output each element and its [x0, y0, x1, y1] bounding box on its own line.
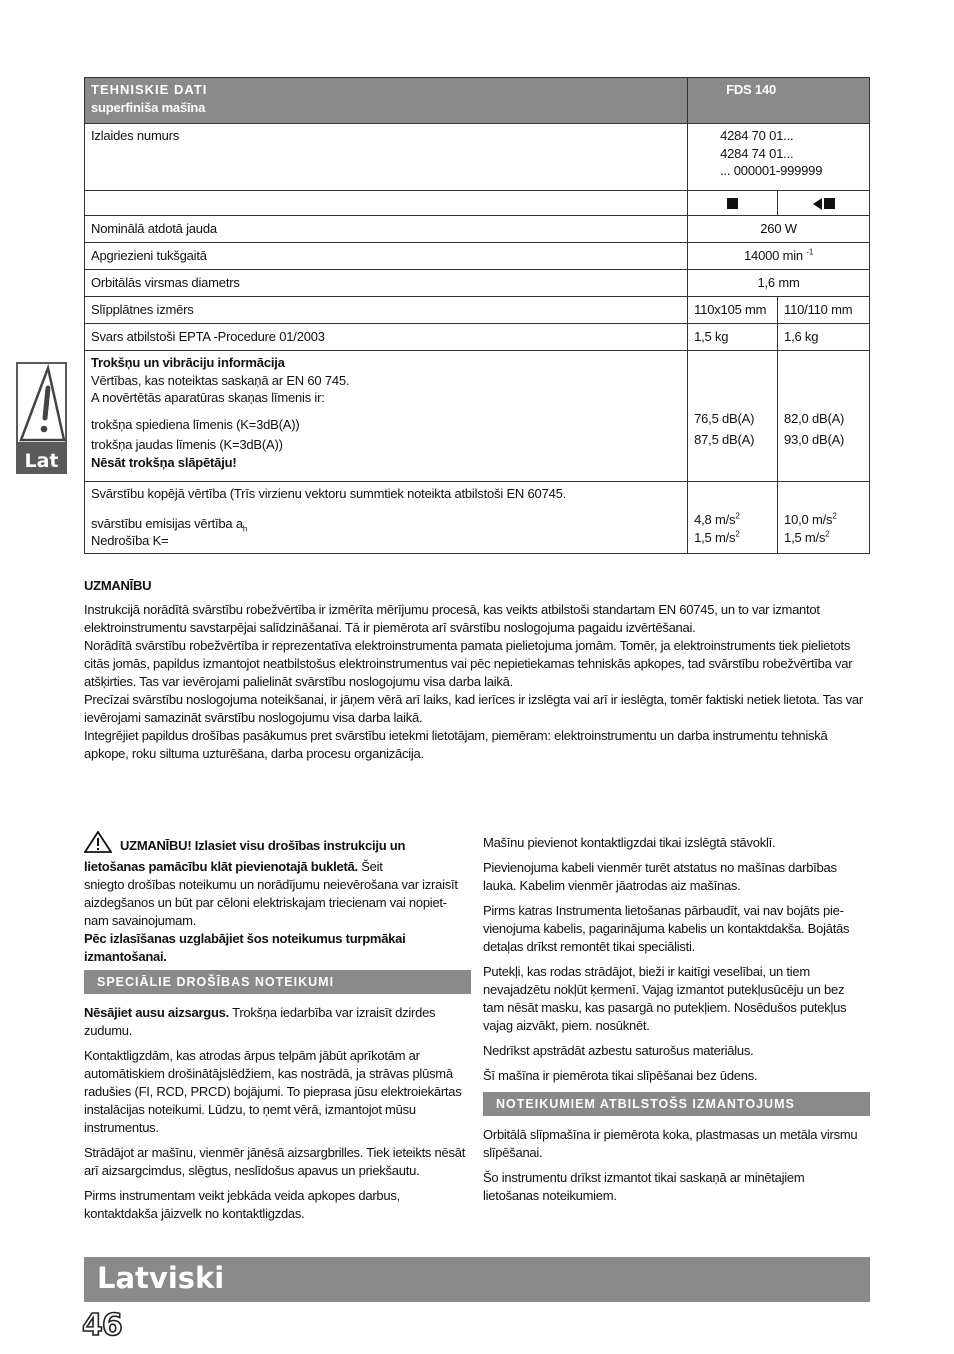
table-header-title-cell	[85, 78, 688, 124]
attention-section	[84, 577, 870, 763]
empty-cell	[85, 191, 688, 216]
paragraph-line: Šī mašīna ir piemērota tikai slīpēšanai bez ūdens.	[483, 1068, 758, 1083]
noise-values-2	[778, 351, 870, 482]
vibration-emission-value: 4,8 m/s	[694, 512, 736, 527]
weight-value-2: 1,6 kg	[778, 324, 870, 351]
triangle-left-icon	[813, 198, 822, 210]
paragraph-line: lauka. Kabelim vienmēr jāatrodas aiz mašīnas.	[483, 878, 741, 893]
page-number: 46	[82, 1308, 122, 1343]
weight-label: Svars atbilstoši EPTA -Procedure 01/2003	[85, 324, 688, 351]
paragraph-line: Pievienojuma kabeli vienmēr turēt atstatus no mašīnas darbības	[483, 860, 837, 875]
vibration-emission-value: 10,0 m/s	[784, 512, 833, 527]
safety-warning-paragraph	[84, 831, 471, 966]
attention-line: elektroinstrumentu savstarpējai salīdzināšanai. Tā ir piemērota arī svārstību noslogojuma pagaidu izvērtēšanai.	[84, 620, 696, 635]
vibration-emission-value-row	[694, 511, 771, 529]
warning-text: aizdegšanos un būt par cēloni elektriskajam triecienam vai nopiet-	[84, 895, 447, 910]
noise-power-value: 87,5 dB(A)	[694, 431, 755, 447]
warning-bold-text: lietošanas pamācību klāt pievienotajā bukletā.	[84, 859, 358, 874]
paragraph-line: instrumentus.	[84, 1120, 159, 1135]
ear-protection-bold: Nēsājiet ausu aizsargus.	[84, 1005, 230, 1020]
release-value: 4284 70 01...	[720, 128, 794, 143]
vibration-title: Svārstību kopējā vērtība (Trīs virzienu vektoru summtiek noteikta atbilstoši EN 60745.	[91, 486, 567, 501]
paragraph-line: lietošanas noteikumiem.	[483, 1188, 617, 1203]
table-row	[85, 270, 870, 297]
language-title: Latviski	[97, 1261, 225, 1295]
weight-value-1: 1,5 kg	[688, 324, 778, 351]
table-row	[85, 216, 870, 243]
table-row	[85, 191, 870, 216]
usage-rules-paragraph	[483, 1169, 870, 1205]
connect-paragraph	[483, 834, 870, 852]
noise-pressure-label: trokšņa spiediena līmenis (K=3dB(A))	[91, 416, 300, 432]
model-name: FDS 140	[688, 78, 870, 124]
noise-pressure-value: 82,0 dB(A)	[784, 411, 845, 426]
vibration-values-2	[778, 482, 870, 554]
attention-line: citās jomās, papildus izmantojot neatbilstošus elektroinstrumentus vai pēc nepietiekamas tehniskās apkopes, tad svārstību robežvērtība var	[84, 656, 853, 671]
paragraph-line: arī aizsargcimdus, slēgtus, neslīdošus apavus un priekšautu.	[84, 1163, 420, 1178]
paragraph-line: Mašīnu pievienot kontaktligzdai tikai izslēgtā stāvoklī.	[483, 835, 776, 850]
noise-title: Trokšņu un vibrāciju informācija	[91, 355, 285, 370]
vibration-uncertainty-value: 1,5 m/s	[784, 529, 826, 545]
unit-exponent: 2	[735, 529, 740, 539]
noise-power-value: 93,0 dB(A)	[784, 431, 845, 447]
paragraph-line: kontaktdakša jāizvelk no kontaktligzdas.	[84, 1206, 305, 1221]
noise-line: Vērtības, kas noteiktas saskaņā ar EN 60 745.	[91, 372, 350, 388]
language-tab-label: Lat	[24, 450, 59, 472]
ear-protection-text: Trokšņa iedarbība var izraisīt dzirdes	[229, 1005, 436, 1020]
warning-text: nam savainojumam.	[84, 913, 197, 928]
orbit-label: Orbitālās virsmas diametrs	[85, 270, 688, 297]
section-heading-intended-use: NOTEIKUMIEM ATBILSTOŠS IZMANTOJUMS	[483, 1092, 870, 1116]
attention-line: Integrējiet papildus drošības pasākumus pret svārstību ietekmi lietotājam, piemēram: elektroinstrumentu un darba instrumentu tehniskā	[84, 728, 828, 743]
vibration-emission-value-row	[784, 511, 863, 529]
keep-instructions-text: izmantošanai.	[84, 949, 167, 964]
paragraph-line: tam nēsāt masku, kas pasargā no putekļiem. Nosēdušos putekļus	[483, 1000, 847, 1015]
noise-power-label: trokšņa jaudas līmenis (K=3dB(A))	[91, 437, 283, 453]
unit-exponent: 2	[735, 511, 740, 521]
release-value: 4284 74 01...	[720, 145, 794, 161]
noise-values-1	[688, 351, 778, 482]
paragraph-line: Pirms katras Instrumenta lietošanas pārbaudīt, vai nav bojāts pie-	[483, 903, 844, 918]
table-title: TEHNISKIE DATI	[91, 82, 208, 97]
attention-line: apkope, roku siltuma uzturēšana, darba procesu organizācija.	[84, 746, 424, 761]
paragraph-line: radušies (FI, RCD, PRCD) bojājumi. To pieprasa jūsu elektroiekārtas	[84, 1084, 462, 1099]
goggles-paragraph	[84, 1144, 471, 1180]
paragraph-line: nevajadzētu nokļūt ķermenī. Vajag izmantot putekļusūcēju un bez	[483, 982, 845, 997]
warning-text: Šeit	[357, 859, 383, 874]
vibration-uncertainty-value: 1,5 m/s	[694, 529, 736, 545]
warning-exclamation-icon	[18, 364, 65, 442]
paragraph-line: slīpēšanai.	[483, 1145, 543, 1160]
paragraph-line: Šo instrumentu drīkst izmantot tikai saskaņā ar minētajiem	[483, 1170, 805, 1185]
warning-text: sniegto drošības noteikumu un norādījumu neievērošana var izraisīt	[84, 877, 458, 892]
speed-value: 14000 min	[744, 248, 803, 264]
maintenance-paragraph	[84, 1187, 471, 1223]
dust-paragraph	[483, 963, 870, 1035]
speed-exponent: -1	[806, 247, 814, 257]
attention-line: ievērojami samazināt svārstību noslogojumu visa darba laikā.	[84, 710, 423, 725]
paragraph-line: Pirms instrumentam veikt jebkāda veida apkopes darbus,	[84, 1188, 400, 1203]
noise-info-cell	[85, 351, 688, 482]
release-label: Izlaides numurs	[85, 124, 688, 191]
warning-triangle-icon	[84, 831, 112, 858]
attention-line: Instrukcijā norādītā svārstību robežvērtība ir izmērīta mērījumu procesā, kas veikts atbilstoši standartam EN 60745, un to var izmantot	[84, 602, 820, 617]
language-footer-band	[84, 1257, 870, 1302]
paragraph-line: Kontaktligzdām, kas atrodas ārpus telpām jābūt aprīkotām ar	[84, 1048, 420, 1063]
paragraph-line: vienojuma kabelis, pagarinājuma kabelis un kontaktdakša. Bojātās	[483, 921, 850, 936]
attention-line: Precīzai svārstību noslogojuma noteikšanai, ir jāņem vērā arī laiks, kad ierīces ir izslēgta vai arī ir ieslēgta, tomēr faktiski netiek lietota. Tas var	[84, 692, 863, 707]
release-value: ... 000001-999999	[720, 163, 823, 179]
table-row	[85, 297, 870, 324]
intended-use-paragraph	[483, 1126, 870, 1162]
warning-bold-text: UZMANĪBU! Izlasiet visu drošības instrukciju un	[120, 838, 406, 853]
attention-title: UZMANĪBU	[84, 578, 152, 593]
power-label: Nominālā atdotā jauda	[85, 216, 688, 243]
square-icon	[727, 198, 738, 209]
vibration-uncertainty-value-row	[784, 529, 863, 547]
speed-label: Apgriezieni tukšgaitā	[85, 243, 688, 270]
table-row	[85, 482, 870, 554]
paragraph-line: Strādājot ar mašīnu, vienmēr jānēsā aizsargbrilles. Tiek ieteikts nēsāt	[84, 1145, 466, 1160]
power-value: 260 W	[688, 216, 870, 243]
section-heading-special-safety: SPECIĀLIE DROŠĪBAS NOTEIKUMI	[84, 970, 471, 994]
unit-exponent: 2	[832, 511, 837, 521]
cable-paragraph	[483, 859, 870, 895]
paragraph-line: Orbitālā slīpmašīna ir piemērota koka, plastmasas un metāla virsmu	[483, 1127, 858, 1142]
variant-symbol-square	[688, 191, 778, 216]
paragraph-line: instalācijas noteikumi. Lūdzu, to ņemt vērā, izmantojot mūsu	[84, 1102, 416, 1117]
noise-pressure-value: 76,5 dB(A)	[694, 411, 755, 426]
release-values	[688, 124, 870, 191]
vibration-uncertainty-label: Nedrošība K=	[91, 533, 169, 549]
attention-line: atšķirties. Tas var ievērojami palielināt svārstību noslogojumu visa darba laikā.	[84, 674, 513, 689]
plate-value-1: 110x105 mm	[688, 297, 778, 324]
unit-exponent: 2	[825, 529, 830, 539]
language-side-tab	[16, 362, 67, 474]
socket-paragraph	[84, 1047, 471, 1137]
noise-warning: Nēsāt trokšņa slāpētāju!	[91, 454, 237, 470]
orbit-value: 1,6 mm	[688, 270, 870, 297]
table-row	[85, 324, 870, 351]
keep-instructions-text: Pēc izlasīšanas uzglabājiet šos noteikumus turpmākai	[84, 931, 406, 946]
vibration-info-cell	[85, 482, 688, 554]
vibration-uncertainty-value-row	[694, 529, 771, 547]
tech-data-table	[84, 77, 870, 554]
vibration-emission-label-row	[91, 515, 681, 533]
paragraph-line: vajag aizvākt, piem. nosūknēt.	[483, 1018, 650, 1033]
paragraph-line: automātiskiem drošinātājslēdžiem, kas nostrādā, ja strāvas plūsmā	[84, 1066, 453, 1081]
plate-value-2: 110/110 mm	[778, 297, 870, 324]
ear-protection-text: zudumu.	[84, 1023, 133, 1038]
ear-protection-paragraph	[84, 1004, 471, 1040]
attention-line: Norādītā svārstību robežvērtība ir reprezentatīva elektroinstrumenta pamata pielietojuma jomām. Tomēr, ja elektroinstruments tiek pielietots	[84, 638, 851, 653]
variant-symbol-arrow-square	[778, 191, 870, 216]
table-row	[85, 243, 870, 270]
cable-check-paragraph	[483, 902, 870, 956]
paragraph-line: Nedrīkst apstrādāt azbestu saturošus materiālus.	[483, 1043, 754, 1058]
right-column	[483, 834, 870, 1212]
vibration-values-1	[688, 482, 778, 554]
plate-label: Slīpplātnes izmērs	[85, 297, 688, 324]
vibration-emission-subscript: h	[242, 524, 248, 534]
dry-sanding-paragraph	[483, 1067, 870, 1085]
table-row	[85, 124, 870, 191]
table-header-row	[85, 78, 870, 124]
table-subtitle: superfiniša mašīna	[91, 99, 206, 115]
table-row	[85, 351, 870, 482]
square-icon	[824, 198, 835, 209]
noise-line: A novērtētās aparatūras skaņas līmenis ir:	[91, 390, 325, 406]
asbestos-paragraph	[483, 1042, 870, 1060]
speed-value-cell	[688, 243, 870, 270]
paragraph-line: Putekļi, kas rodas strādājot, bieži ir kaitīgi veselībai, un tiem	[483, 964, 810, 979]
vibration-emission-label: svārstību emisijas vērtība a	[91, 515, 243, 531]
paragraph-line: detaļas drīkst remontēt tikai speciālisti.	[483, 939, 696, 954]
left-column	[84, 831, 471, 1230]
